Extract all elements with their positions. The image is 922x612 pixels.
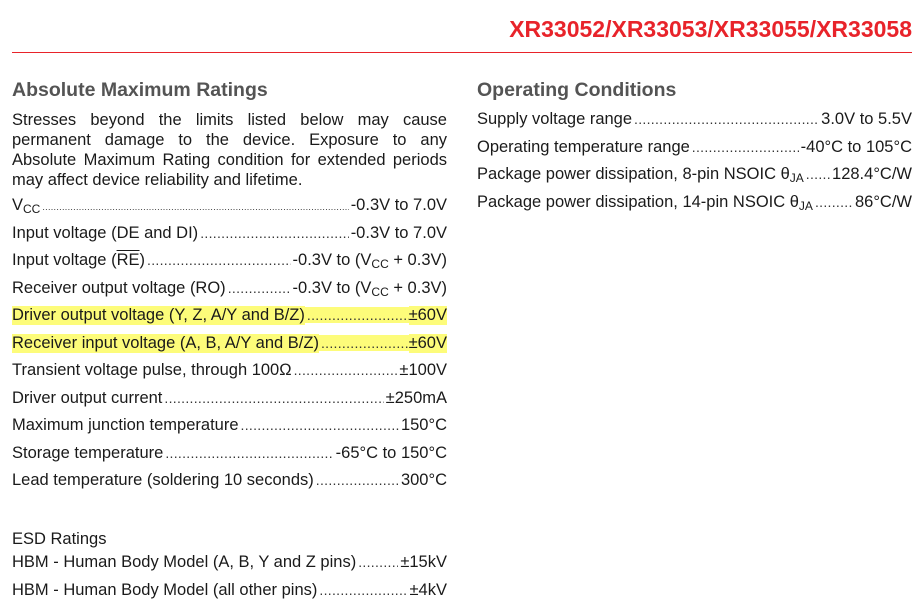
spec-label: $V_{CC}$ [12,196,41,216]
leader-dots [358,554,398,570]
spec-value: 128.4°C/W [832,165,912,183]
spec-row-supply-voltage [477,110,912,138]
spec-row-hbm-other [12,581,447,609]
spec-label: Receiver output voltage (RO) [12,278,226,297]
abs-max-intro: Stresses beyond the limits listed below may cause permanent damage to the device. Exposure to any Absolute Maximum Rating condition for extended periods may affect device reliability and lifetime. [12,111,447,189]
leader-dots [806,166,830,182]
operating-conditions-section [477,78,912,220]
leader-dots [164,390,383,406]
spec-row-storage-temp [12,444,447,472]
absolute-maximum-ratings-section [12,78,447,608]
spec-row-pkg-8pin [477,165,912,193]
leader-dots [147,252,291,268]
leader-dots [241,417,399,433]
spec-row-receiver-input-voltage [12,334,447,362]
spec-row-input-re [12,251,447,279]
spec-row-driver-current [12,389,447,417]
esd-heading: ESD Ratings [12,529,107,548]
spec-row-pkg-14pin [477,193,912,221]
part-number-header: XR33052/XR33053/XR33055/XR33058 [509,16,912,42]
spec-value: 300°C [400,471,447,489]
spec-row-transient [12,361,447,389]
spec-row-hbm-pins [12,553,447,581]
spec-value: ±100V [399,361,447,379]
spec-label: Supply voltage range [477,110,633,128]
header-rule [12,52,912,53]
spec-value: ±60V [408,333,447,352]
spec-label: Input voltage $(\overline{RE})$ [12,251,145,269]
spec-row-vcc [12,196,447,224]
leader-dots [634,111,819,127]
leader-dots [305,307,409,323]
spec-row-driver-output-voltage [12,306,447,334]
leader-dots [316,472,399,488]
abs-max-heading: Absolute Maximum Ratings [12,79,268,101]
spec-label: Driver output voltage (Y, Z, A/Y and B/Z) [12,306,305,324]
spec-value: -65°C to 150°C [335,443,447,462]
spec-label: Lead temperature (soldering 10 seconds) [12,471,314,489]
leader-dots [228,280,291,296]
spec-value: -0.3V to $(V_{CC} + 0.3V)$ [292,251,447,271]
spec-value: 150°C [400,416,447,434]
spec-value: -0.3V to $(V_{CC} + 0.3V)$ [292,278,447,299]
leader-dots [319,582,407,598]
spec-label: HBM - Human Body Model (A, B, Y and Z pins) [12,553,357,571]
leader-dots [200,225,349,241]
spec-row-input-de-di [12,224,447,252]
leader-dots [692,139,799,155]
spec-label: Storage temperature [12,443,164,462]
spec-label: Receiver input voltage (A, B, A/Y and B/Z) [12,333,319,352]
leader-dots [294,362,398,378]
spec-label: Package power dissipation, 8-pin NSOIC $\theta_{JA}$ [477,165,804,185]
leader-dots [815,194,853,210]
spec-label: Transient voltage pulse, through 100Ω [12,361,292,379]
spec-row-junction-temp [12,416,447,444]
leader-dots [42,202,348,212]
operating-heading: Operating Conditions [477,79,677,101]
spec-label: Package power dissipation, 14-pin NSOIC $\theta_{JA}$ [477,192,813,213]
spec-label: HBM - Human Body Model (all other pins) [12,580,318,599]
spec-value: ±15kV [400,553,447,571]
spec-value: -0.3V to 7.0V [350,196,447,214]
spec-row-receiver-output [12,279,447,307]
spec-value: ±250mA [385,388,447,407]
spec-value: 86°C/W [854,192,912,211]
spec-label: Input voltage (DE and DI) [12,223,199,242]
spec-row-lead-temp [12,471,447,499]
spec-value: 3.0V to 5.5V [821,110,912,128]
spec-value: -0.3V to 7.0V [350,223,447,242]
leader-dots [319,335,409,351]
leader-dots [165,445,333,461]
spec-label: Driver output current [12,388,163,407]
spec-row-operating-temp [477,138,912,166]
spec-value: -40°C to 105°C [800,137,912,156]
spec-label: Maximum junction temperature [12,416,239,434]
spec-value: ±60V [408,306,447,324]
spec-label: Operating temperature range [477,137,690,156]
spec-value: ±4kV [409,580,447,599]
